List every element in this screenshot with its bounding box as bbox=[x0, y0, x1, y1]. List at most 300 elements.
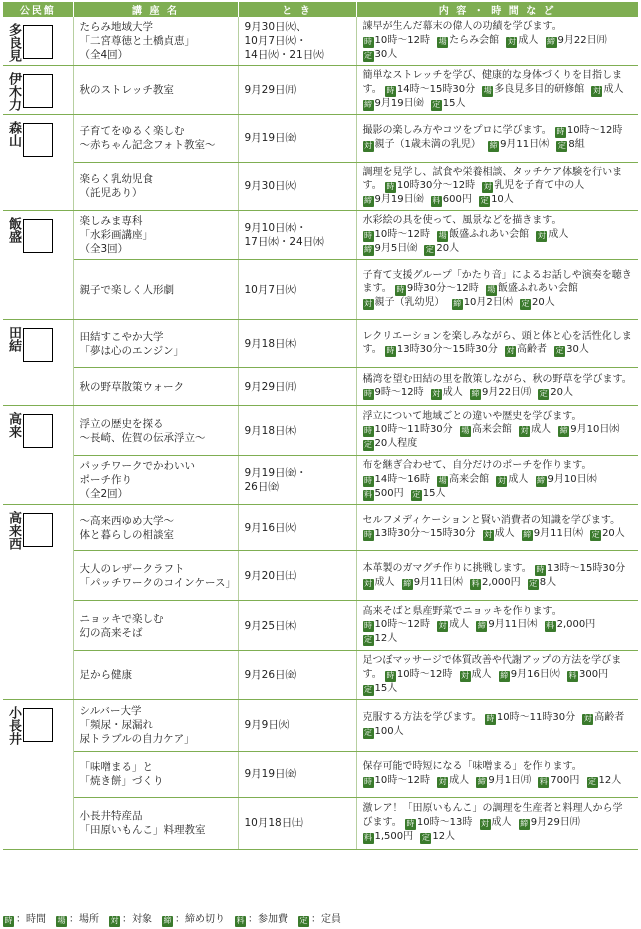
table-row bbox=[3, 211, 638, 260]
target-value: 親子（1歳未満の乳児） bbox=[374, 139, 481, 150]
content-text: 諌早が生んだ幕末の偉人の功績を学びます。 bbox=[362, 21, 562, 33]
course-name-cell bbox=[73, 601, 238, 651]
content-cell bbox=[356, 797, 638, 849]
deadline-value: 9月19日㈮ bbox=[374, 194, 424, 205]
content-cell bbox=[356, 260, 638, 320]
course-name-line: 楽らく乳幼児食 bbox=[79, 173, 153, 186]
capacity-tag-icon: 定 bbox=[364, 440, 372, 450]
place-value: 高来会館 bbox=[449, 473, 490, 485]
course-name-line: 「二宮尊徳と土橋貞恵」 bbox=[79, 35, 195, 47]
place-tag-icon: 場 bbox=[438, 475, 447, 485]
course-name-line: 「夢は心のエンジン」 bbox=[79, 344, 184, 357]
qr-code-icon bbox=[23, 25, 53, 59]
content-cell bbox=[356, 505, 638, 551]
place-tag-icon: 場 bbox=[438, 230, 447, 240]
target-tag-icon: 対 bbox=[583, 714, 592, 723]
date-line: 9月19日㈮ bbox=[244, 768, 297, 780]
date-cell bbox=[238, 211, 356, 260]
deadline-value: 9月19日㈮ bbox=[374, 97, 424, 109]
kominkan-name: 小長井 bbox=[6, 705, 21, 745]
content-cell bbox=[356, 751, 638, 797]
kominkan-name: 高来 bbox=[6, 412, 21, 438]
time-tag-icon: 時 bbox=[364, 426, 372, 436]
place-tag-icon: 場 bbox=[483, 85, 492, 95]
target-value: 成人 bbox=[449, 774, 470, 786]
date-line: 9月25日㈭ bbox=[244, 619, 297, 632]
target-value: 成人 bbox=[491, 816, 512, 828]
capacity-value: 30人 bbox=[566, 344, 589, 356]
content-text: レクリエーションを楽しみながら、頭と体と心を活性化します。 bbox=[362, 330, 632, 356]
capacity-value: 8組 bbox=[568, 139, 585, 150]
table-row bbox=[3, 651, 638, 700]
header-date: と き bbox=[238, 2, 356, 17]
time-value: 10時〜12時 bbox=[374, 34, 430, 46]
capacity-tag-icon: 定 bbox=[364, 728, 372, 737]
content-text: 足つぼマッサージで体質改善や代謝アップの方法を学びます。 bbox=[362, 655, 622, 680]
time-tag-icon: 時 bbox=[486, 714, 495, 723]
deadline-tag-icon: 締 bbox=[477, 621, 486, 631]
target-tag-icon: 対 bbox=[438, 621, 447, 631]
course-name-line: 浮立の歴史を探る bbox=[79, 417, 164, 430]
course-name-line: 尿トラブルの自力ケア」 bbox=[79, 733, 195, 745]
deadline-tag-icon: 締 bbox=[453, 299, 462, 309]
course-name-line: 「焼き餅」づくり bbox=[79, 775, 164, 787]
course-name-line: （全2回） bbox=[79, 488, 129, 500]
capacity-tag-icon: 定 bbox=[591, 530, 600, 540]
deadline-tag-icon: 締 bbox=[364, 196, 372, 205]
course-name-line: 小長井特産品 bbox=[79, 810, 143, 822]
date-line: 9月30日㈫、 bbox=[244, 21, 307, 33]
time-tag-icon: 時 bbox=[364, 36, 372, 46]
target-tag-icon: 対 bbox=[461, 670, 470, 680]
date-line: 17日㈬・24日㈬ bbox=[244, 236, 324, 248]
date-line: 26日㈮ bbox=[244, 481, 279, 493]
capacity-tag-icon: 定 bbox=[529, 578, 538, 588]
fee-tag-icon: 料 bbox=[471, 578, 480, 588]
deadline-tag-icon: 締 bbox=[489, 141, 498, 150]
target-value: 成人 bbox=[508, 473, 529, 485]
table-row bbox=[3, 114, 638, 162]
time-tag-icon: 時 bbox=[364, 776, 372, 786]
capacity-tag-icon: 定 bbox=[557, 141, 566, 150]
time-value: 10時〜12時 bbox=[374, 774, 430, 786]
deadline-tag-icon: 締 bbox=[364, 244, 372, 254]
qr-code-icon bbox=[23, 219, 53, 253]
table-row bbox=[3, 505, 638, 551]
time-value: 14時〜16時 bbox=[374, 473, 430, 485]
deadline-value: 9月10日㈬ bbox=[570, 424, 620, 436]
target-value: 高齢者 bbox=[594, 712, 625, 723]
time-value: 14時〜15時30分 bbox=[396, 83, 476, 95]
course-name-line: 秋のストレッチ教室 bbox=[79, 83, 174, 96]
deadline-tag-icon: 締 bbox=[537, 475, 546, 485]
capacity-tag-icon: 定 bbox=[425, 244, 434, 254]
legend bbox=[3, 910, 341, 927]
target-value: 成人 bbox=[603, 83, 624, 95]
date-cell bbox=[238, 797, 356, 849]
date-line: 9月29日㈪ bbox=[244, 380, 297, 393]
course-table bbox=[3, 2, 638, 850]
legend-target: 対 ：対象 bbox=[110, 914, 152, 925]
table-row bbox=[3, 66, 638, 115]
table-row bbox=[3, 797, 638, 849]
date-line: 9月18日㈭ bbox=[244, 337, 297, 350]
capacity-value: 15人 bbox=[442, 97, 466, 109]
fee-tag-icon: 料 bbox=[546, 621, 555, 631]
content-cell bbox=[356, 601, 638, 651]
date-line: 9月29日㈪ bbox=[244, 83, 297, 96]
date-line: 9月16日㈫ bbox=[244, 521, 297, 534]
time-value: 10時〜13時 bbox=[416, 816, 473, 828]
capacity-value: 100人 bbox=[374, 726, 404, 737]
place-value: 飯盛ふれあい会館 bbox=[449, 228, 530, 240]
course-name-line: ポーチ作り bbox=[79, 474, 132, 486]
target-value: 成人 bbox=[494, 528, 515, 540]
deadline-value: 9月5日㈮ bbox=[374, 242, 418, 254]
target-tag-icon: 対 bbox=[507, 36, 516, 46]
date-line: 9月10日㈬・ bbox=[244, 222, 307, 234]
course-name-cell bbox=[73, 66, 238, 115]
capacity-tag-icon: 定 bbox=[421, 832, 430, 842]
fee-value: 1,500円 bbox=[374, 830, 414, 842]
capacity-value: 20人 bbox=[531, 297, 555, 309]
time-value: 13時30分〜15時30分 bbox=[374, 528, 476, 540]
deadline-tag-icon: 締 bbox=[523, 530, 532, 540]
target-tag-icon: 対 bbox=[592, 85, 601, 95]
date-cell bbox=[238, 368, 356, 406]
capacity-tag-icon: 定 bbox=[364, 635, 372, 645]
legend-capacity: 定 ：定員 bbox=[299, 914, 341, 925]
time-value: 13時30分〜15時30分 bbox=[396, 344, 498, 356]
target-tag-icon: 対 bbox=[484, 530, 493, 540]
course-name-line: 子育てをゆるく楽しむ bbox=[79, 125, 185, 137]
content-cell bbox=[356, 162, 638, 211]
course-name-line: 秋の野草散策ウォーク bbox=[79, 380, 185, 393]
place-tag-icon: 場 bbox=[57, 916, 66, 925]
content-text: セルフメディケーションと賢い消費者の知識を学びます。 bbox=[362, 514, 621, 526]
date-cell bbox=[238, 406, 356, 456]
deadline-tag-icon: 締 bbox=[520, 818, 529, 828]
course-name-cell bbox=[73, 699, 238, 751]
course-name-line: シルバー大学 bbox=[79, 705, 142, 717]
time-value: 10時〜11時30分 bbox=[496, 712, 576, 723]
table-row bbox=[3, 551, 638, 601]
date-cell bbox=[238, 260, 356, 320]
content-text: 本革製のガマグチ作りに挑戦します。 bbox=[362, 562, 532, 574]
capacity-tag-icon: 定 bbox=[432, 99, 441, 109]
date-line: 9月26日㈮ bbox=[244, 668, 297, 681]
content-text: 水彩絵の具を使って、風景などを描きます。 bbox=[362, 215, 562, 227]
target-value: 成人 bbox=[449, 619, 470, 631]
table-row bbox=[3, 699, 638, 751]
target-value: 成人 bbox=[442, 387, 463, 399]
date-line: 10月7日㈫ bbox=[244, 283, 297, 296]
capacity-value: 12人 bbox=[598, 774, 622, 786]
deadline-tag-icon: 締 bbox=[500, 670, 509, 680]
target-tag-icon: 対 bbox=[506, 346, 515, 356]
date-cell bbox=[238, 66, 356, 115]
kominkan-cell bbox=[3, 505, 73, 700]
course-name-cell bbox=[73, 456, 238, 505]
course-name-cell bbox=[73, 320, 238, 368]
course-name-line: 体と暮らしの相談室 bbox=[79, 528, 174, 541]
time-tag-icon: 時 bbox=[4, 916, 13, 925]
header-kominkan: 公民館 bbox=[3, 2, 73, 17]
legend-time: 時 ：時間 bbox=[4, 914, 46, 925]
course-name-line: 楽しみま専科 bbox=[79, 215, 143, 227]
date-cell bbox=[238, 505, 356, 551]
deadline-value: 9月11日㈭ bbox=[500, 139, 550, 150]
qr-code-icon bbox=[23, 123, 53, 157]
capacity-value: 15人 bbox=[374, 682, 398, 694]
target-tag-icon: 対 bbox=[110, 916, 119, 925]
kominkan-name: 田結 bbox=[6, 326, 21, 352]
course-name-line: 田結すこやか大学 bbox=[79, 330, 164, 343]
time-tag-icon: 時 bbox=[386, 85, 395, 95]
target-tag-icon: 対 bbox=[483, 182, 492, 191]
legend-place: 場 ：場所 bbox=[57, 914, 99, 925]
time-value: 10時30分〜12時 bbox=[396, 180, 476, 191]
content-cell bbox=[356, 320, 638, 368]
course-name-line: パッチワークでかわいい bbox=[79, 460, 195, 472]
table-body bbox=[3, 17, 638, 849]
place-value: 飯盛ふれあい会館 bbox=[497, 283, 578, 295]
course-name-line: 足から健康 bbox=[79, 668, 132, 681]
fee-tag-icon: 料 bbox=[236, 916, 245, 925]
deadline-tag-icon: 締 bbox=[364, 99, 372, 109]
content-text: 橘湾を望む田結の里を散策しながら、秋の野草を学びます。 bbox=[362, 373, 632, 385]
date-line: 9月9日㈫ bbox=[244, 719, 290, 731]
deadline-tag-icon: 締 bbox=[471, 389, 480, 399]
deadline-value: 9月16日㈫ bbox=[510, 668, 560, 680]
date-line: 9月30日㈫ bbox=[244, 180, 297, 193]
target-value: 親子（乳幼児） bbox=[374, 297, 445, 309]
course-name-cell bbox=[73, 114, 238, 162]
place-value: 多良見多目的研修館 bbox=[494, 83, 585, 95]
time-tag-icon: 時 bbox=[386, 346, 395, 356]
course-name-line: （全4回） bbox=[79, 49, 129, 61]
content-cell bbox=[356, 651, 638, 700]
content-cell bbox=[356, 368, 638, 406]
capacity-tag-icon: 定 bbox=[480, 196, 489, 205]
time-value: 10時〜12時 bbox=[374, 228, 430, 240]
time-value: 10時〜11時30分 bbox=[374, 424, 453, 436]
deadline-value: 9月1日㈪ bbox=[488, 774, 532, 786]
capacity-tag-icon: 定 bbox=[364, 684, 372, 694]
date-cell bbox=[238, 162, 356, 211]
date-cell bbox=[238, 456, 356, 505]
time-value: 9時〜12時 bbox=[374, 387, 424, 399]
kominkan-name: 飯盛 bbox=[6, 217, 21, 243]
course-name-line: 大人のレザークラフト bbox=[79, 562, 185, 575]
place-tag-icon: 場 bbox=[438, 36, 447, 46]
target-tag-icon: 対 bbox=[481, 818, 490, 828]
capacity-value: 10人 bbox=[491, 194, 514, 205]
content-text: 保存可能で時短になる「味噌まる」を作ります。 bbox=[362, 761, 582, 773]
fee-tag-icon: 料 bbox=[432, 196, 441, 205]
content-cell bbox=[356, 17, 638, 66]
target-tag-icon: 対 bbox=[364, 299, 372, 309]
content-cell bbox=[356, 66, 638, 115]
date-cell bbox=[238, 320, 356, 368]
target-tag-icon: 対 bbox=[438, 776, 447, 786]
content-text: 子育て支援グループ「かたり音」によるお話しや演奏を聴きます。 bbox=[362, 269, 632, 295]
legend-deadline: 締 ：締め切り bbox=[163, 914, 225, 925]
date-cell bbox=[238, 699, 356, 751]
fee-value: 2,000円 bbox=[481, 576, 521, 588]
date-line: 14日㈫・21日㈫ bbox=[244, 49, 324, 61]
time-tag-icon: 時 bbox=[364, 621, 372, 631]
content-cell bbox=[356, 699, 638, 751]
table-row bbox=[3, 406, 638, 456]
table-row bbox=[3, 260, 638, 320]
qr-code-icon bbox=[23, 513, 53, 547]
deadline-tag-icon: 締 bbox=[163, 916, 172, 925]
deadline-value: 9月11日㈭ bbox=[413, 576, 463, 588]
deadline-value: 9月22日㈪ bbox=[481, 387, 532, 399]
course-name-line: 〜赤ちゃん記念フォト教室〜 bbox=[79, 139, 216, 151]
course-name-cell bbox=[73, 551, 238, 601]
date-line: 10月7日㈫・ bbox=[244, 35, 307, 47]
fee-tag-icon: 料 bbox=[539, 776, 548, 786]
course-name-line: たらみ地域大学 bbox=[79, 21, 153, 33]
fee-value: 300円 bbox=[579, 668, 609, 680]
kominkan-name: 高来西 bbox=[6, 511, 21, 550]
target-tag-icon: 対 bbox=[364, 578, 372, 588]
kominkan-name: 多良見 bbox=[6, 23, 21, 62]
course-name-line: 親子で楽しく人形劇 bbox=[79, 283, 174, 296]
time-tag-icon: 時 bbox=[536, 564, 545, 574]
deadline-value: 9月11日㈭ bbox=[488, 619, 538, 631]
content-text: 撮影の楽しみ方やコツをプロに学びます。 bbox=[362, 125, 552, 136]
course-name-cell bbox=[73, 505, 238, 551]
content-text: 激レア！「田原いもんこ」の調理を生産者と料理人から学びます。 bbox=[362, 803, 623, 828]
course-name-cell bbox=[73, 797, 238, 849]
target-value: 成人 bbox=[548, 228, 569, 240]
capacity-value: 8人 bbox=[539, 576, 557, 588]
target-tag-icon: 対 bbox=[520, 426, 529, 436]
deadline-tag-icon: 締 bbox=[547, 36, 556, 46]
place-tag-icon: 場 bbox=[487, 285, 496, 295]
course-name-cell bbox=[73, 751, 238, 797]
kominkan-cell bbox=[3, 66, 73, 115]
deadline-value: 10月2日㈭ bbox=[463, 297, 513, 309]
course-name-line: 「味噌まる」と bbox=[79, 761, 153, 773]
kominkan-cell bbox=[3, 211, 73, 320]
course-name-line: 「頻尿・尿漏れ bbox=[79, 719, 153, 731]
date-line: 9月18日㈭ bbox=[244, 424, 297, 437]
course-name-line: 〜長崎、佐賀の伝承浮立〜 bbox=[79, 431, 206, 444]
deadline-tag-icon: 締 bbox=[477, 776, 486, 786]
time-tag-icon: 時 bbox=[386, 182, 395, 191]
content-cell bbox=[356, 551, 638, 601]
course-name-line: 「パッチワークのコインケース」 bbox=[79, 576, 236, 589]
time-value: 13時〜15時30分 bbox=[546, 562, 626, 574]
course-name-line: 〜高来西ゆめ大学〜 bbox=[79, 514, 174, 527]
target-value: 乳児を子育て中の人 bbox=[494, 180, 585, 191]
table-row bbox=[3, 751, 638, 797]
capacity-tag-icon: 定 bbox=[588, 776, 597, 786]
qr-code-icon bbox=[23, 414, 53, 448]
time-tag-icon: 時 bbox=[364, 389, 372, 399]
course-name-cell bbox=[73, 260, 238, 320]
content-text: 調理を見学し、試食や栄養相談、タッチケア体験を行います。 bbox=[362, 166, 623, 191]
table-row bbox=[3, 368, 638, 406]
date-cell bbox=[238, 114, 356, 162]
deadline-tag-icon: 締 bbox=[403, 578, 412, 588]
content-cell bbox=[356, 114, 638, 162]
course-name-cell bbox=[73, 406, 238, 456]
time-value: 10時〜12時 bbox=[566, 125, 623, 136]
time-tag-icon: 時 bbox=[396, 285, 405, 295]
target-tag-icon: 対 bbox=[497, 475, 506, 485]
capacity-tag-icon: 定 bbox=[299, 916, 308, 925]
header-content: 内 容 ・ 時 間 な ど bbox=[356, 2, 638, 17]
fee-tag-icon: 料 bbox=[568, 670, 577, 680]
content-text: 克服する方法を学びます。 bbox=[362, 712, 482, 723]
course-name-line: （全3回） bbox=[79, 243, 129, 255]
content-cell bbox=[356, 211, 638, 260]
date-cell bbox=[238, 601, 356, 651]
time-value: 10時〜12時 bbox=[374, 619, 430, 631]
kominkan-name: 伊木力 bbox=[6, 72, 21, 111]
fee-value: 600円 bbox=[442, 194, 472, 205]
capacity-value: 15人 bbox=[422, 487, 446, 499]
capacity-tag-icon: 定 bbox=[521, 299, 530, 309]
course-name-cell bbox=[73, 368, 238, 406]
deadline-value: 9月11日㈭ bbox=[533, 528, 583, 540]
date-cell bbox=[238, 17, 356, 66]
time-tag-icon: 時 bbox=[364, 230, 372, 240]
kominkan-cell bbox=[3, 699, 73, 849]
time-tag-icon: 時 bbox=[556, 127, 565, 136]
course-name-cell bbox=[73, 211, 238, 260]
place-value: 高来会館 bbox=[471, 424, 512, 436]
qr-code-icon bbox=[23, 708, 53, 742]
kominkan-cell bbox=[3, 17, 73, 66]
deadline-value: 9月10日㈬ bbox=[547, 473, 597, 485]
time-tag-icon: 時 bbox=[364, 475, 372, 485]
course-name-cell bbox=[73, 17, 238, 66]
capacity-tag-icon: 定 bbox=[555, 346, 564, 356]
capacity-tag-icon: 定 bbox=[364, 50, 372, 60]
date-cell bbox=[238, 751, 356, 797]
content-text: 布を継ぎ合わせて、自分だけのポーチを作ります。 bbox=[362, 460, 592, 472]
content-text: 浮立について地域ごとの違いや歴史を学びます。 bbox=[362, 410, 582, 422]
deadline-tag-icon: 締 bbox=[559, 426, 568, 436]
table-row bbox=[3, 162, 638, 211]
content-text: 高来そばと県産野菜でニョッキを作ります。 bbox=[362, 605, 562, 617]
capacity-value: 20人 bbox=[436, 242, 460, 254]
table-row bbox=[3, 17, 638, 66]
date-cell bbox=[238, 651, 356, 700]
fee-value: 500円 bbox=[374, 487, 404, 499]
capacity-tag-icon: 定 bbox=[412, 489, 421, 499]
table-row bbox=[3, 456, 638, 505]
qr-code-icon bbox=[23, 328, 53, 362]
deadline-value: 9月29日㈪ bbox=[530, 816, 580, 828]
target-value: 成人 bbox=[518, 34, 539, 46]
deadline-value: 9月22日㈪ bbox=[557, 34, 607, 46]
course-name-cell bbox=[73, 162, 238, 211]
capacity-value: 30人 bbox=[374, 48, 398, 60]
kominkan-cell bbox=[3, 406, 73, 505]
date-line: 9月19日㈮ bbox=[244, 132, 297, 144]
target-tag-icon: 対 bbox=[537, 230, 546, 240]
fee-value: 2,000円 bbox=[556, 619, 596, 631]
course-name-line: ニョッキで楽しむ bbox=[79, 612, 164, 625]
date-line: 9月20日㈯ bbox=[244, 569, 297, 582]
